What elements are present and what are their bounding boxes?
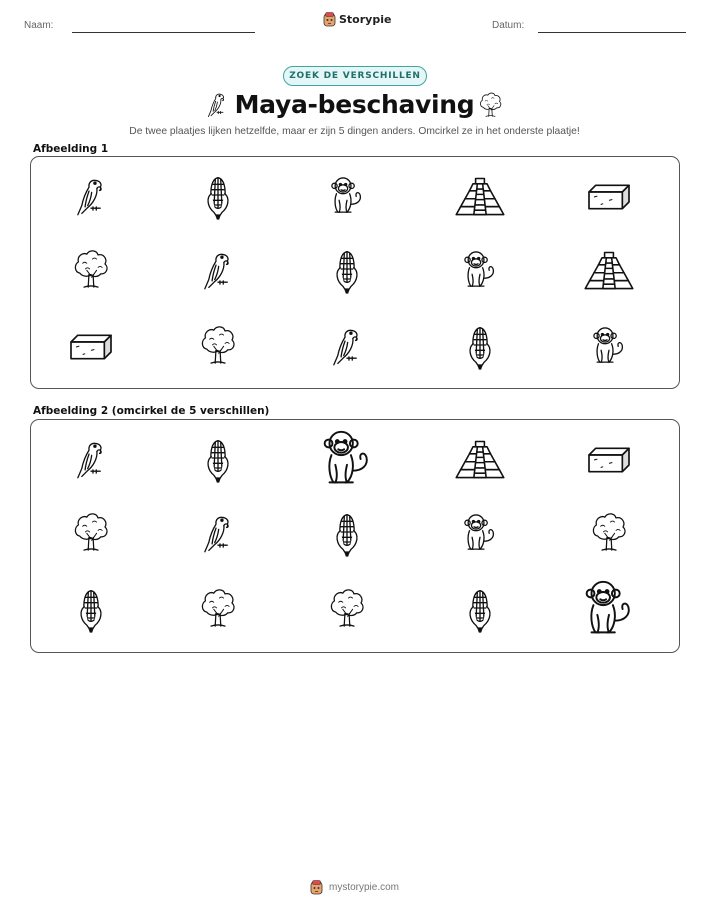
picture-item[interactable]	[316, 426, 378, 494]
picture-item	[198, 173, 238, 221]
tree-icon	[70, 246, 112, 296]
monkey-icon	[578, 576, 640, 644]
picture-item[interactable]	[584, 443, 634, 477]
parrot-icon	[71, 174, 111, 220]
picture-item	[327, 174, 367, 220]
monkey-icon	[327, 174, 367, 220]
storypie-logo	[323, 12, 391, 27]
picture-item	[460, 248, 500, 294]
picture-item	[197, 322, 239, 372]
picture-item[interactable]	[460, 586, 500, 634]
stone-block-icon	[66, 330, 116, 364]
name-line[interactable]	[72, 32, 255, 33]
name-label: Naam:	[24, 20, 54, 31]
picture-panel-2[interactable]	[30, 419, 680, 653]
stone-block-icon	[584, 443, 634, 477]
picture-item	[198, 248, 238, 294]
monkey-icon	[460, 248, 500, 294]
picture-item	[453, 175, 507, 219]
date-line[interactable]	[538, 32, 686, 33]
instructions: De twee plaatjes lijken hetzelfde, maar er zijn 5 dingen anders. Omcirkel ze in het onderste plaatje!	[129, 126, 580, 137]
picture-item	[71, 174, 111, 220]
date-label: Datum:	[492, 20, 525, 31]
picture-item[interactable]	[453, 438, 507, 482]
footer-url[interactable]: mystorypie.com	[328, 882, 399, 893]
tree-icon	[477, 90, 504, 122]
tree-icon	[588, 509, 630, 559]
tree-icon	[197, 322, 239, 372]
monkey-icon	[589, 324, 629, 370]
section-label-2: Afbeelding 2 (omcirkel de 5 verschillen)	[33, 405, 270, 417]
picture-item[interactable]	[578, 576, 640, 644]
picture-item[interactable]	[70, 509, 112, 559]
picture-item	[327, 324, 367, 370]
pyramid-icon	[453, 438, 507, 482]
picture-item[interactable]	[197, 585, 239, 635]
picture-item[interactable]	[198, 436, 238, 484]
tree-icon	[326, 585, 368, 635]
corn-icon	[460, 586, 500, 634]
pyramid-icon	[582, 249, 636, 293]
parrot-icon	[71, 437, 111, 483]
picture-item	[327, 247, 367, 295]
footer	[0, 880, 709, 895]
monkey-icon	[460, 511, 500, 557]
picture-item	[70, 246, 112, 296]
activity-badge: ZOEK DE VERSCHILLEN	[283, 66, 427, 86]
picture-panel-1	[30, 156, 680, 389]
page-title: Maya-beschaving	[234, 90, 475, 119]
corn-icon	[71, 586, 111, 634]
picture-item[interactable]	[71, 437, 111, 483]
picture-item	[582, 249, 636, 293]
picture-item[interactable]	[71, 586, 111, 634]
picture-item[interactable]	[327, 510, 367, 558]
picture-item[interactable]	[588, 509, 630, 559]
corn-icon	[460, 323, 500, 371]
parrot-icon	[198, 511, 238, 557]
corn-icon	[327, 247, 367, 295]
storypie-mascot-icon	[323, 12, 336, 27]
parrot-icon	[327, 324, 367, 370]
section-label-1: Afbeelding 1	[33, 143, 109, 155]
tree-icon	[70, 509, 112, 559]
pyramid-icon	[453, 175, 507, 219]
picture-item	[584, 180, 634, 214]
parrot-icon	[198, 248, 238, 294]
picture-item[interactable]	[198, 511, 238, 557]
picture-item[interactable]	[326, 585, 368, 635]
brand-name: Storypie	[339, 13, 392, 26]
storypie-mascot-icon	[310, 880, 323, 895]
picture-item	[589, 324, 629, 370]
corn-icon	[198, 436, 238, 484]
stone-block-icon	[584, 180, 634, 214]
picture-item[interactable]	[460, 511, 500, 557]
corn-icon	[327, 510, 367, 558]
corn-icon	[198, 173, 238, 221]
tree-icon	[197, 585, 239, 635]
picture-item	[460, 323, 500, 371]
monkey-icon	[316, 426, 378, 494]
picture-item	[66, 330, 116, 364]
